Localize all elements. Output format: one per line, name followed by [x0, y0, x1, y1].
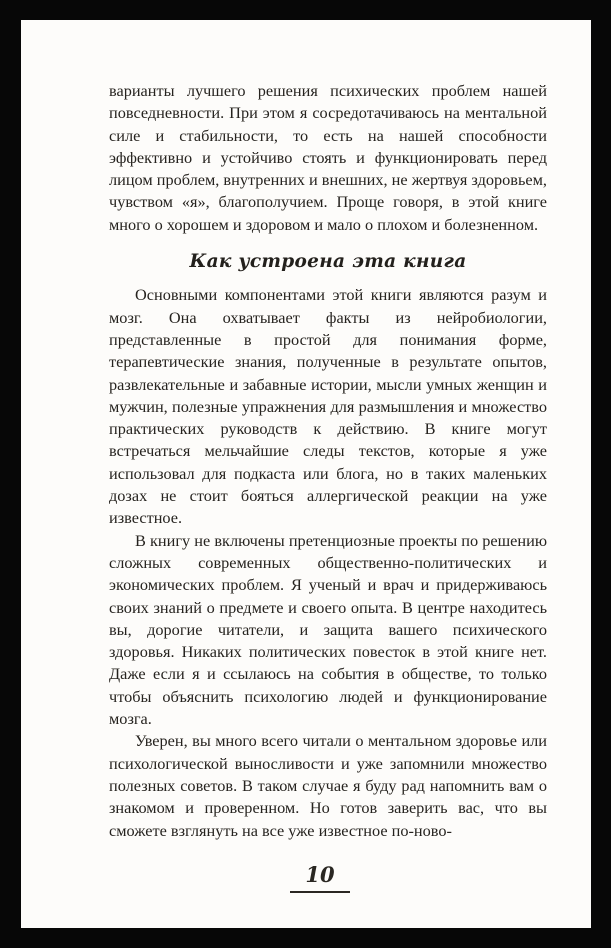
book-page [21, 20, 591, 928]
paragraph: Основными компонентами этой книги являются разум и мозг. Она охватывает факты из нейробиологии, представленные в простой для понимания форме, терапевтические знания, полученные в результате опытов, развлекательные и забавные истории, мысли умных женщин и мужчин, полезные упражнения для размышления и множество практических руководств к действию. В книге могут встречаться мельчайшие следы текстов, которые я уже использовал для подкаста или блога, но в таких маленьких дозах не стоит бояться аллергической реакции на уже известное. [109, 285, 547, 528]
section-heading: Как устроена эта книга [189, 251, 467, 273]
paragraph: Уверен, вы много всего читали о ментальном здоровье или психологической выносливости и уже запомнили множество полезных советов. В таком случае я буду рад напомнить вам о знакомом и проверенном. Но готов заверить вас, что вы сможете взглянуть на все уже известное по-ново- [109, 731, 547, 840]
page-number [21, 862, 591, 893]
page-text [109, 80, 547, 842]
paragraph: В книгу не включены претенциозные проекты по решению сложных современных общественно-политических и экономических проблем. Я ученый и врач и придерживаюсь своих знаний о предмете и своего опыта. В центре находитесь вы, дорогие читатели, и защита вашего психического здоровья. Никаких политических повесток в этой книге нет. Даже если я и ссылаюсь на события в обществе, то только чтобы объяснить психологию людей и функционирование мозга. [109, 530, 547, 729]
page-number-value: 10 [290, 862, 349, 893]
paragraph-continuation: варианты лучшего решения психических проблем нашей повседневности. При этом я сосредотачиваюсь на ментальной силе и стабильности, то есть на нашей способности эффективно и устойчиво стоять и функционировать перед лицом проблем, внутренних и внешних, не жертвуя здоровьем, чувством «я», благополучием. Проще говоря, в этой книге много о хорошем и здоровом и мало о плохом и болезненном. [109, 81, 547, 234]
